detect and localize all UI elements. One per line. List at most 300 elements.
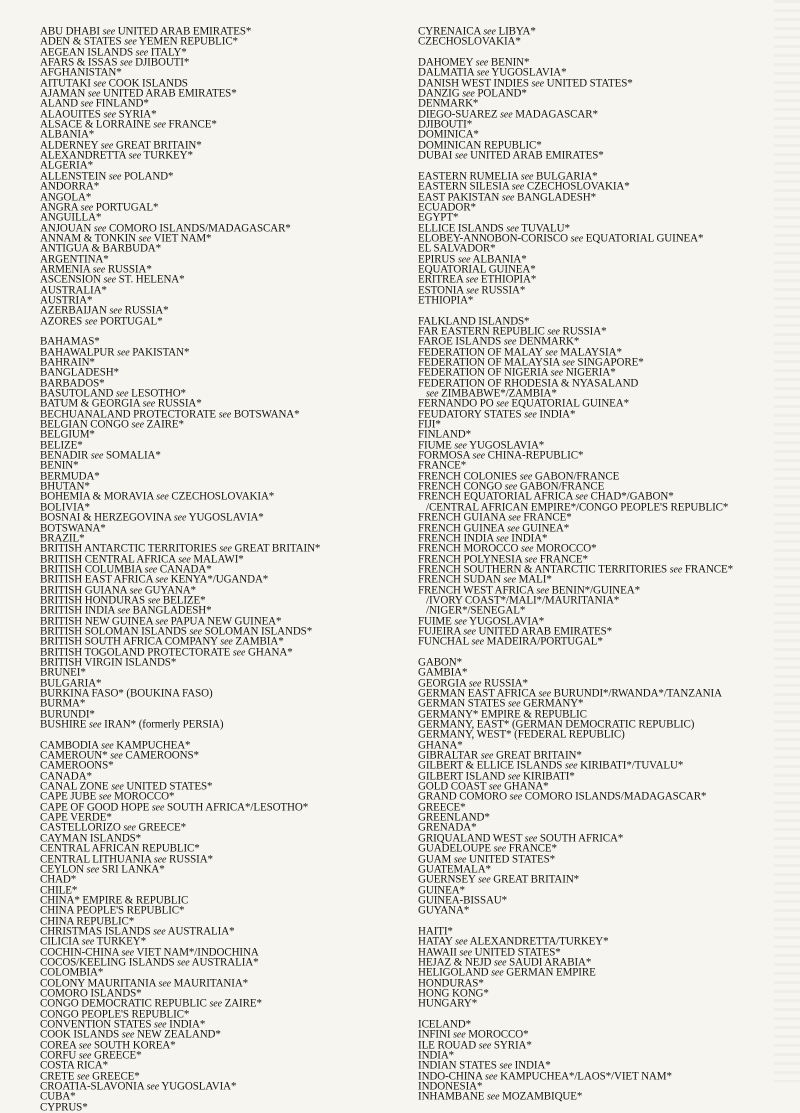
entry-term: /CENTRAL AFRICAN EMPIRE*/CONGO PEOPLE'S REPUBLIC*: [426, 500, 729, 514]
entry-term: ALAND: [40, 97, 78, 110]
entry-reference: CHINA-REPUBLIC*: [487, 449, 584, 462]
entry-term: DENMARK*: [418, 97, 479, 110]
see-label: see: [232, 646, 246, 659]
see-label: see: [103, 274, 116, 286]
entry-term: ARGENTINA*: [40, 252, 109, 266]
index-entry: [418, 998, 778, 1009]
see-label: see: [87, 88, 101, 100]
entry-term: BELGIAN CONGO: [40, 418, 129, 431]
see-label: see: [92, 263, 106, 276]
entry-term: HONG KONG*: [418, 986, 489, 1000]
entry-reference: KIRIBATI*/TUVALU*: [580, 759, 684, 772]
entry-reference: YUGOSLAVIA*: [491, 66, 567, 79]
entry-term: CASTELLORIZO: [40, 821, 121, 835]
entry-term: CHINA* EMPIRE & REPUBLIC: [40, 893, 189, 907]
entry-term: GEORGIA: [418, 676, 467, 690]
entry-reference: RUSSIA*: [562, 324, 607, 338]
entry-term: EASTERN RUMELIA: [418, 169, 519, 183]
entry-term: ABU DHABI: [40, 24, 100, 38]
see-label: see: [84, 315, 98, 328]
entry-reference: INDIA*: [514, 1059, 551, 1072]
entry-term: BENADIR: [40, 449, 89, 462]
entry-term: HAWAII: [418, 945, 457, 959]
see-label: see: [142, 398, 156, 410]
see-label: see: [103, 108, 116, 121]
entry-term: BANGLADESH*: [40, 366, 119, 379]
index-entry: [40, 316, 400, 327]
see-label: see: [93, 222, 107, 235]
entry-term: EAST PAKISTAN: [418, 190, 500, 204]
entry-reference: GREECE*: [138, 821, 187, 835]
entry-term: FEDERATION OF RHODESIA & NYASALAND: [418, 376, 639, 390]
entry-reference: DJIBOUTI*: [135, 55, 190, 69]
entry-term: BURMA*: [40, 697, 86, 710]
see-label: see: [156, 491, 169, 504]
see-label: see: [466, 284, 479, 297]
entry-term: EGYPT*: [418, 211, 459, 224]
entry-term: BRITISH HONDURAS: [40, 593, 146, 607]
entry-reference: LESOTHO*: [131, 386, 186, 400]
entry-term: CEYLON: [40, 862, 85, 876]
entry-term: BARBADOS*: [40, 376, 105, 390]
entry-reference: GREAT BRITAIN*: [495, 749, 582, 762]
entry-reference: TURKEY*: [96, 935, 147, 948]
entry-reference: SYRIA*: [493, 1038, 532, 1052]
entry-reference: UNITED STATES*: [126, 780, 213, 793]
see-label: see: [154, 1019, 167, 1031]
index-entry: [418, 667, 778, 678]
see-label: see: [158, 977, 171, 990]
index-entry: [418, 636, 778, 647]
entry-term: DIEGO-SUAREZ: [418, 107, 498, 121]
see-label: see: [455, 936, 468, 948]
entry-term: CHRISTMAS ISLANDS: [40, 924, 151, 938]
see-label: see: [508, 512, 521, 524]
index-entry: [418, 791, 778, 802]
see-label: see: [80, 98, 94, 110]
entry-reference: UNITED ARAB EMIRATES*: [478, 624, 613, 638]
entry-reference: KENYA*/UGANDA*: [170, 573, 269, 586]
entry-term: BRITISH CENTRAL AFRICA: [40, 552, 176, 566]
see-label: see: [570, 232, 584, 245]
entry-term: BOSNAI & HERZEGOVINA: [40, 511, 172, 524]
entry-term: INHAMBANE: [418, 1090, 485, 1103]
entry-term: EL SALVADOR*: [418, 242, 496, 255]
see-label: see: [575, 491, 588, 504]
entry-term: FEDERATION OF MALAYSIA: [418, 355, 560, 369]
see-label: see: [511, 181, 525, 193]
entry-term: ASCENSION: [40, 273, 101, 286]
entry-term: CENTRAL LITHUANIA: [40, 852, 152, 866]
see-label: see: [218, 408, 232, 421]
entry-term: BRITISH TOGOLAND PROTECTORATE: [40, 645, 231, 659]
entry-reference: VIET NAM*: [153, 231, 212, 245]
entry-term: BRITISH SOUTH AFRICA COMPANY: [40, 635, 218, 648]
entry-reference: BURUNDI*/RWANDA*/TANZANIA: [553, 686, 722, 700]
entry-term: BURUNDI*: [40, 707, 95, 721]
see-label: see: [472, 450, 486, 462]
entry-term: COCOS/KEELING ISLANDS: [40, 955, 175, 969]
entry-reference: KAMPUCHEA*: [116, 738, 191, 752]
entry-term: CAMEROUN*: [40, 749, 108, 762]
entry-term: CILICIA: [40, 935, 80, 948]
entry-term: GOLD COAST: [418, 780, 487, 793]
see-label: see: [524, 832, 538, 845]
entry-reference: PORTUGAL*: [95, 200, 159, 214]
entry-reference: UNITED ARAB EMIRATES*: [470, 149, 604, 162]
entry-reference: YUGOSLAVIA*: [188, 511, 264, 524]
see-label: see: [508, 698, 521, 710]
see-label: see: [121, 946, 134, 959]
entry-term: ALAOUITES: [40, 107, 101, 121]
entry-term: FAR EASTERN REPUBLIC: [418, 324, 545, 338]
entry-term: FINLAND*: [418, 428, 471, 441]
entry-term: CAYMAN ISLANDS*: [40, 831, 142, 845]
entry-reference: MOZAMBIQUE*: [502, 1090, 583, 1103]
entry-term: GAMBIA*: [418, 666, 468, 679]
see-label: see: [101, 739, 114, 752]
entry-reference: FRANCE*: [523, 511, 572, 524]
entry-reference: PAKISTAN*: [132, 345, 190, 359]
entry-term: CHINA REPUBLIC*: [40, 914, 135, 928]
see-label: see: [465, 274, 479, 286]
entry-term: GUADELOUPE: [418, 842, 491, 855]
see-label: see: [110, 750, 123, 762]
entry-term: CAMBODIA: [40, 738, 99, 752]
entry-term: FIUME: [418, 438, 452, 452]
entry-term: FRENCH MOROCCO: [418, 542, 519, 555]
entry-reference: GREAT BRITAIN*: [115, 138, 202, 152]
see-label: see: [219, 543, 232, 555]
entry-reference: ALEXANDRETTA/TURKEY*: [469, 935, 609, 948]
entry-term: GREENLAND*: [418, 811, 490, 824]
entry-term: DANZIG: [418, 87, 460, 100]
entry-term: GERMANY* EMPIRE & REPUBLIC: [418, 707, 587, 721]
entry-reference: EQUATORIAL GUINEA*: [511, 397, 630, 410]
index-entry: [40, 254, 400, 265]
entry-reference: TURKEY*: [143, 149, 193, 162]
index-entry: [40, 285, 400, 296]
entry-reference: SOLOMAN ISLANDS*: [204, 624, 313, 638]
see-label: see: [494, 956, 507, 969]
see-label: see: [478, 1039, 492, 1052]
see-label: see: [454, 615, 467, 628]
entry-term: ECUADOR*: [418, 200, 476, 214]
entry-reference: RUSSIA*: [124, 304, 169, 317]
entry-reference: BANGLADESH*: [517, 190, 597, 204]
entry-term: EASTERN SILESIA: [418, 180, 510, 193]
see-label: see: [116, 388, 129, 400]
see-label: see: [459, 946, 472, 959]
entry-term: ALGERIA*: [40, 159, 93, 173]
entry-term: CYRENAICA: [418, 24, 481, 38]
see-label: see: [173, 512, 187, 524]
index-entry: [40, 1091, 400, 1102]
entry-reference: AUSTRALIA*: [167, 924, 235, 938]
entry-term: BECHUANALAND PROTECTORATE: [40, 407, 217, 421]
entry-reference: BULGARIA*: [536, 169, 598, 183]
entry-term: FRENCH GUINEA: [418, 521, 505, 535]
entry-term: ANNAM & TONKIN: [40, 231, 136, 245]
entry-reference: GERMAN EMPIRE: [506, 966, 596, 979]
entry-reference: CHAD*/GABON*: [590, 490, 674, 504]
entry-term: GUINEA-BISSAU*: [418, 893, 508, 907]
entry-reference: SRI LANKA*: [101, 862, 165, 876]
see-label: see: [220, 636, 233, 648]
entry-term: BELGIUM*: [40, 428, 95, 441]
entry-term: BRITISH COLUMBIA: [40, 562, 142, 576]
see-label: see: [128, 150, 142, 162]
entry-term: HATAY: [418, 935, 453, 948]
entry-reference: UNITED ARAB EMIRATES*: [117, 24, 252, 38]
see-label: see: [488, 781, 502, 793]
see-label: see: [123, 822, 136, 835]
entry-reference: GERMANY*: [523, 697, 584, 710]
entry-reference: COMORO ISLANDS/MADAGASCAR*: [524, 790, 707, 803]
entry-reference: MOROCCO*: [114, 790, 175, 803]
entry-term: FIJI*: [418, 418, 441, 431]
entry-term: CHILE*: [40, 883, 78, 897]
entry-reference: MOROCCO*: [468, 1028, 529, 1041]
entry-reference: EQUATORIAL GUINEA*: [585, 231, 704, 245]
entry-reference: UNITED STATES*: [474, 945, 561, 959]
entry-term: DOMINICA*: [418, 128, 479, 141]
entry-reference: FRANCE*: [508, 842, 557, 855]
entry-term: BURKINA FASO* (BOUKINA FASO): [40, 686, 213, 700]
see-label: see: [547, 325, 560, 338]
see-label: see: [146, 1081, 160, 1093]
entry-term: GERMAN STATES: [418, 697, 506, 710]
entry-reference: ZAIRE*: [224, 997, 262, 1010]
entry-term: AZERBAIJAN: [40, 304, 107, 317]
entry-term: BOHEMIA & MORAVIA: [40, 490, 154, 504]
entry-reference: FINLAND*: [95, 97, 149, 110]
entry-reference: GUYANA*: [144, 583, 196, 597]
entry-reference: TUVALU*: [521, 221, 570, 235]
entry-term: FRENCH SUDAN: [418, 573, 501, 586]
entry-reference: MALI*: [518, 573, 552, 586]
entry-reference: NEW ZEALAND*: [136, 1028, 221, 1041]
see-label: see: [476, 67, 490, 79]
entry-term: CANAL ZONE: [40, 780, 109, 793]
see-label: see: [496, 398, 509, 410]
entry-term: BULGARIA*: [40, 676, 102, 690]
entry-term: CAPE JUBE: [40, 790, 97, 803]
entry-reference: UNITED STATES*: [546, 76, 633, 90]
entry-term: BRITISH SOLOMAN ISLANDS: [40, 624, 187, 638]
entry-term: GUYANA*: [418, 904, 470, 917]
entry-term: BASUTOLAND: [40, 386, 114, 400]
entry-reference: PORTUGAL*: [99, 314, 163, 328]
entry-reference: CANADA*: [159, 562, 212, 576]
entry-term: CUBA*: [40, 1090, 76, 1103]
entry-term: FRANCE*: [418, 459, 467, 472]
entry-term: ANGRA: [40, 200, 79, 214]
entry-reference: ETHIOPIA*: [480, 273, 537, 286]
see-label: see: [147, 594, 161, 607]
entry-reference: SINGAPORE*: [577, 355, 644, 369]
see-label: see: [538, 688, 551, 700]
entry-term: AITUTAKI: [40, 76, 91, 90]
entry-term: ANDORRA*: [40, 180, 100, 193]
entry-term: GABON*: [418, 655, 463, 669]
see-label: see: [153, 119, 166, 131]
entry-reference: AUSTRALIA*: [191, 955, 259, 969]
entry-term: FRENCH GUIANA: [418, 511, 506, 524]
entry-term: GUATEMALA*: [418, 862, 491, 876]
entry-term: ANGUILLA*: [40, 211, 102, 224]
entry-reference: IRAN* (formerly PERSIA): [104, 717, 224, 731]
see-label: see: [503, 574, 516, 586]
see-label: see: [462, 88, 475, 100]
see-label: see: [155, 574, 168, 586]
entry-term: BOLIVIA*: [40, 500, 90, 514]
entry-reference: ZIMBABWE*/ZAMBIA*: [441, 386, 557, 400]
entry-term: FRENCH COLONIES: [418, 469, 518, 483]
entry-reference: GUINEA*: [522, 521, 570, 535]
entry-term: CRETE: [40, 1069, 75, 1083]
index-entry: [418, 78, 778, 89]
index-entry: [418, 1040, 778, 1051]
entry-term: AUSTRIA*: [40, 293, 93, 307]
entry-reference: MOROCCO*: [536, 542, 597, 555]
entry-term: ALSACE & LORRAINE: [40, 118, 151, 131]
entry-term: COLONY MAURITANIA: [40, 976, 156, 990]
see-label: see: [78, 1050, 92, 1062]
entry-term: CROATIA-SLAVONIA: [40, 1080, 144, 1093]
entry-term: ANJOUAN: [40, 221, 92, 235]
entry-term: FRENCH EQUATORIAL AFRICA: [418, 490, 573, 504]
entry-reference: MAURITANIA*: [173, 976, 249, 990]
entry-term: GRIQUALAND WEST: [418, 831, 523, 845]
entry-term: COMORO ISLANDS*: [40, 986, 142, 1000]
entry-term: CENTRAL AFRICAN REPUBLIC*: [40, 842, 200, 855]
entry-term: DALMATIA: [418, 66, 475, 79]
entry-term: ANGOLA*: [40, 190, 92, 204]
entry-term: DANISH WEST INDIES: [418, 76, 529, 90]
entry-reference: GREECE*: [92, 1069, 140, 1083]
index-entry: [418, 874, 778, 885]
entry-reference: RUSSIA*: [169, 852, 213, 866]
see-label: see: [550, 367, 564, 379]
see-label: see: [90, 450, 104, 462]
entry-reference: MALAWI*: [193, 552, 244, 566]
see-label: see: [491, 967, 504, 979]
see-label: see: [135, 46, 149, 59]
entry-reference: SOUTH AFRICA*/LESOTHO*: [167, 800, 309, 814]
index-entry: [418, 274, 778, 285]
see-label: see: [131, 419, 144, 431]
see-label: see: [153, 853, 167, 866]
entry-term: GERMAN EAST AFRICA: [418, 686, 536, 700]
entry-term: AZORES: [40, 314, 83, 328]
see-label: see: [109, 305, 122, 317]
entry-term: INFINI: [418, 1028, 451, 1041]
entry-term: BRITISH EAST AFRICA: [40, 573, 153, 586]
entry-reference: CZECHOSLOVAKIA*: [526, 180, 630, 193]
entry-reference: BENIN*/GUINEA*: [551, 583, 640, 597]
entry-term: FEDERATION OF NIGERIA: [418, 366, 548, 379]
entry-term: ALEXANDRETTA: [40, 149, 126, 162]
see-label: see: [545, 346, 558, 359]
entry-term: CHINA PEOPLE'S REPUBLIC*: [40, 904, 185, 917]
see-label: see: [453, 853, 467, 866]
entry-term: COCHIN-CHINA: [40, 945, 119, 959]
see-label: see: [454, 439, 467, 452]
entry-term: AJAMAN: [40, 87, 86, 100]
entry-term: BRITISH VIRGIN ISLANDS*: [40, 655, 177, 669]
entry-term: CZECHOSLOVAKIA*: [418, 35, 521, 48]
right-column: [418, 26, 778, 1102]
entry-term: BRITISH INDIA: [40, 604, 115, 617]
entry-reference: UNITED ARAB EMIRATES*: [103, 87, 237, 100]
entry-reference: POLAND*: [124, 169, 174, 183]
country-index-page: [0, 24, 800, 1113]
see-label: see: [501, 191, 515, 204]
entry-reference: YUGOSLAVIA*: [469, 438, 545, 452]
entry-reference: BENIN*: [490, 55, 530, 69]
entry-reference: KIRIBATI*: [523, 769, 575, 783]
entry-term: GUERNSEY: [418, 873, 476, 886]
entry-term: FRENCH SOUTHERN & ANTARCTIC TERRITORIES: [418, 562, 668, 576]
entry-term: INDIA*: [418, 1048, 455, 1062]
entry-term: AEGEAN ISLANDS: [40, 45, 134, 59]
entry-term: CAMEROONS*: [40, 759, 114, 772]
entry-term: BRITISH GUIANA: [40, 583, 127, 597]
see-label: see: [519, 470, 533, 483]
entry-reference: INDIA*: [539, 407, 576, 421]
see-label: see: [496, 532, 509, 545]
see-label: see: [475, 57, 489, 69]
entry-reference: DENMARK*: [518, 335, 580, 348]
entry-reference: FRANCE*: [168, 118, 217, 131]
see-label: see: [153, 925, 166, 938]
entry-term: AUSTRALIA*: [40, 283, 107, 297]
section-gap: [418, 647, 778, 657]
see-label: see: [453, 1029, 466, 1041]
see-label: see: [521, 543, 534, 555]
entry-term: CONGO PEOPLE'S REPUBLIC*: [40, 1007, 190, 1021]
entry-term: GERMANY, WEST* (FEDERAL REPUBLIC): [418, 728, 625, 741]
see-label: see: [669, 563, 683, 576]
see-label: see: [129, 584, 143, 597]
left-column: [40, 26, 400, 1112]
entry-reference: SYRIA*: [118, 107, 157, 121]
see-label: see: [86, 863, 100, 876]
entry-reference: RUSSIA*: [157, 397, 202, 410]
entry-reference: RUSSIA*: [481, 283, 526, 297]
entry-reference: UNITED STATES*: [469, 852, 556, 866]
entry-term: HELIGOLAND: [418, 966, 489, 979]
index-entry: [40, 305, 400, 316]
entry-term: FRENCH WEST AFRICA: [418, 583, 534, 597]
entry-term: DUBAI: [418, 149, 453, 162]
entry-reference: FRANCE*: [684, 562, 734, 576]
entry-term: BOTSWANA*: [40, 521, 106, 535]
entry-reference: POLAND*: [477, 87, 527, 100]
entry-term: ALLENSTEIN: [40, 169, 107, 183]
entry-reference: GHANA*: [503, 780, 549, 793]
section-gap: [418, 916, 778, 926]
entry-reference: PAPUA NEW GUINEA*: [170, 614, 282, 628]
entry-term: DOMINICAN REPUBLIC*: [418, 138, 542, 152]
index-entry: [418, 409, 778, 420]
see-label: see: [507, 770, 521, 783]
see-label: see: [138, 232, 152, 245]
entry-term: ERITREA: [418, 273, 464, 286]
entry-term: FORMOSA: [418, 449, 470, 462]
entry-reference: GABON/FRANCE: [519, 480, 605, 493]
